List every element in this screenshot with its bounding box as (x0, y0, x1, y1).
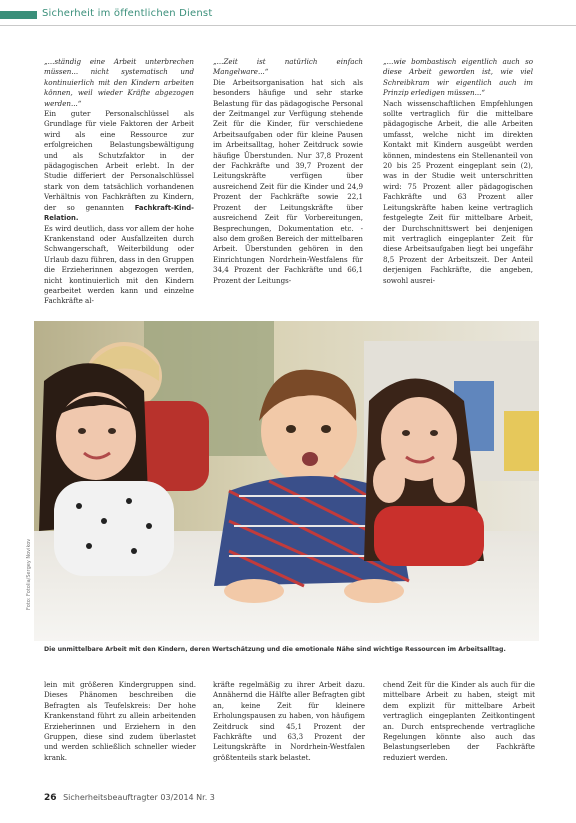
pull-quote-2: „...Zeit ist natürlich einfach Mangelware...“ (213, 57, 363, 77)
text-column-3 (383, 57, 533, 286)
pull-quote-3: „...wie bombastisch eigentlich auch so diese Arbeit geworden ist, wie viel Schreibkram wir eigentlich auch im Prinzip erledigen müssen...“ (383, 57, 533, 98)
bottom-column-1: lein mit größeren Kindergruppen sind. Dieses Phänomen beschreiben die Befragten als Teufelskreis: Der hohe Krankenstand führt zu allein arbeitenden Erzieherinnen und Erziehern in den Gruppen, diese sind zudem überlastet und werden schließlich schneller wieder krank. (44, 680, 196, 762)
page-header (0, 0, 576, 26)
publication-name: Sicherheitsbeauftragter 03/2014 Nr. 3 (63, 793, 215, 802)
bottom-column-3: chend Zeit für die Kinder als auch für die mittelbare Arbeit zu haben, steigt mit dem explizit für mittelbare Arbeit vertraglich eingeplanten Zeitkontingent an. Durch entsprechende vertragliche Regelungen könnte also auch das Belastungserleben der Fachkräfte reduziert werden. (383, 680, 535, 762)
paragraph: Nach wissenschaftlichen Empfehlungen sollte vertraglich für die mittelbare pädagogische Arbeit, die alle Arbeiten umfasst, welche nicht im direkten Kontakt mit Kindern ausgeübt werden können, mindestens ein Stellenanteil von 20 bis 25 Prozent eingeplant sein (2), was in der Studie weit unterschritten wird: 75 Prozent aller pädagogischen Fachkräfte und 63 Prozent aller Leitungskräfte haben keine vertraglich festgelegte Zeit für mittelbare Arbeit, der Durchschnittswert bei denjenigen mit vertraglich eingeplanter Zeit für diese Arbeitsaufgaben liegt bei ungefähr 8,5 Prozent der Arbeitszeit. Der Anteil derjenigen Fachkräfte, die angeben, sowohl ausrei- (383, 98, 533, 285)
header-rule (0, 25, 576, 26)
text-column-1 (44, 57, 194, 307)
children-illustration (34, 321, 539, 641)
paragraph: Ein guter Personalschlüssel als Grundlage für viele Faktoren der Arbeit wird als eine Ressource zur erfolgreichen Belastungsbewältigung und als Schutzfaktor in der pädagogischen Arbeit erlebt. In der Studie differiert der Personalschlüssel stark von dem tatsächlich vorhandenen Verhältnis von Fachkräften zu Kindern, der so genannten Fachkraft-Kind-Relation. (44, 109, 194, 223)
bottom-column-2: kräfte regelmäßig zu ihrer Arbeit dazu. Annähernd die Hälfte aller Befragten gibt an, keine Zeit für kleinere Erholungspausen zu haben, von häufigem Zeitdruck sind 45,1 Prozent der Fachkräfte und 63,3 Prozent der Leitungskräfte in Nordrhein-Westfalen größtenteils stark belastet. (213, 680, 365, 762)
header-accent-bar (0, 11, 37, 19)
page-footer (44, 793, 215, 803)
page-number: 26 (44, 793, 57, 803)
paragraph: Es wird deutlich, dass vor allem der hohe Krankenstand oder Ausfallzeiten durch Schwangerschaft, Weiterbildung oder Urlaub dazu führen, dass in den Gruppen die Erzieherinnen abgezogen werden, nicht kontinuierlich mit den Kindern gearbeitet werden kann und einzelne Fachkräfte al- (44, 223, 194, 306)
children-photo (34, 321, 539, 641)
bold-term: Fachkraft-Kind-Relation. (44, 203, 194, 223)
text-column-2 (213, 57, 363, 286)
header-title: Sicherheit im öffentlichen Dienst (42, 8, 213, 19)
paragraph: Die Arbeitsorganisation hat sich als besonders häufige und sehr starke Belastung für das pädagogische Personal der Zeitmangel zur Verfügung stehende Zeit für die Kinder, für verschiedene Arbeitsaufgaben oder für kleine Pausen im Arbeitsalltag, hoher Zeitdruck sowie häufige Überstunden. Nur 37,8 Prozent der Fachkräfte und 39,7 Prozent der Leitungskräfte verfügen über ausreichend Zeit für die Kinder und 24,9 Prozent der Fachkräfte sowie 22,1 Prozent der Leitungskräfte über ausreichend Zeit für Vorbereitungen, Besprechungen, Dokumentation etc. - also dem großen Bereich der mittelbaren Arbeit. Überstunden gehören in den Einrichtungen Nordrhein-Westfalens für 34,4 Prozent der Fachkräfte und 66,1 Prozent der Leitungs- (213, 77, 363, 285)
pull-quote-1: „...ständig eine Arbeit unterbrechen müssen... nicht systematisch und kontinuierlich mit den Kindern arbeiten können, weil wieder Kräfte abgezogen werden...“ (44, 57, 194, 108)
photo-caption: Die unmittelbare Arbeit mit den Kindern, deren Wertschätzung und die emotionale Nähe sind wichtige Ressourcen im Arbeitsalltag. (44, 646, 506, 653)
photo-credit: Foto: Fotolia/Sergey Novikov (26, 538, 32, 610)
